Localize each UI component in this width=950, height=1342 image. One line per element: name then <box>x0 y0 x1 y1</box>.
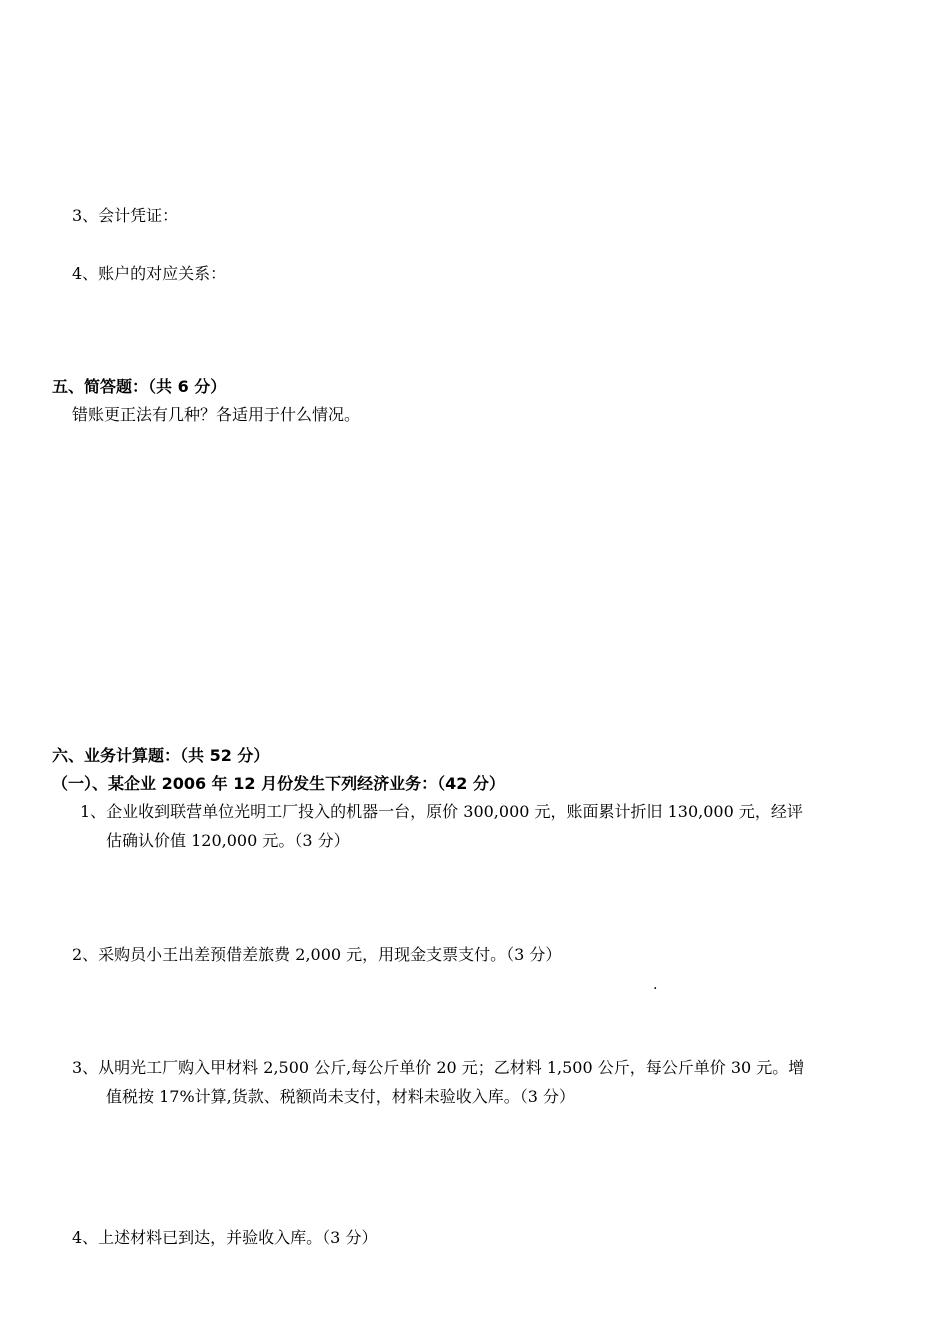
subsection-heading-economic-business: （一）、某企业 2006 年 12 月份发生下列经济业务：（42 分） <box>52 774 505 793</box>
question-2: 2、采购员小王出差预借差旅费 2,000 元，用现金支票支付。（3 分） <box>72 945 562 964</box>
item-accounting-voucher: 3、会计凭证： <box>72 206 179 225</box>
section-heading-calculation: 六、业务计算题：（共 52 分） <box>52 746 270 765</box>
short-answer-question: 错账更正法有几种？各适用于什么情况。 <box>72 405 361 424</box>
stray-dot-mark: . <box>653 977 658 993</box>
question-3-line-1: 3、从明光工厂购入甲材料 2,500 公斤,每公斤单价 20 元；乙材料 1,500 公斤，每公斤单价 30 元。增 <box>72 1058 805 1077</box>
question-1-line-1: 1、企业收到联营单位光明工厂投入的机器一台，原价 300,000 元，账面累计折旧 130,000 元，经评 <box>80 802 803 821</box>
question-4: 4、上述材料已到达，并验收入库。（3 分） <box>72 1228 378 1247</box>
section-heading-short-answer: 五、简答题：（共 6 分） <box>52 377 227 396</box>
item-account-correspondence: 4、账户的对应关系： <box>72 264 227 283</box>
question-1-line-2: 估确认价值 120,000 元。（3 分） <box>106 831 350 850</box>
question-3-line-2: 值税按 17%计算,货款、税额尚未支付，材料未验收入库。（3 分） <box>106 1087 576 1106</box>
